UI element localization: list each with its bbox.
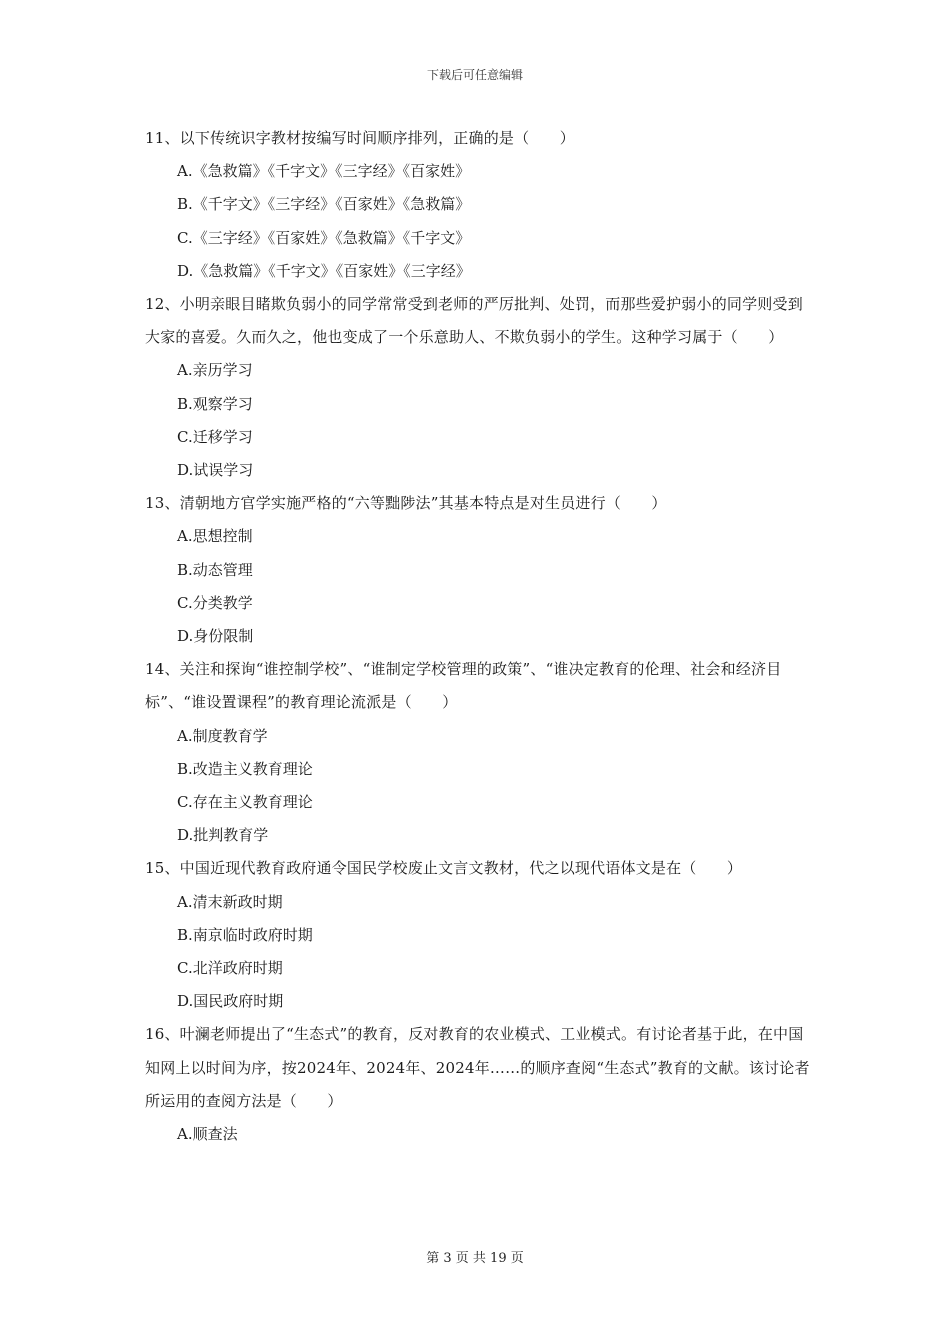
option-a: A.思想控制	[177, 527, 253, 546]
option-a: A.《急救篇》《千字文》《三字经》《百家姓》	[177, 162, 471, 181]
question-list	[145, 122, 810, 1151]
question-stem: 12、小明亲眼目睹欺负弱小的同学常常受到老师的严厉批判、处罚，而那些爱护弱小的同学则受到大家的喜爱。久而久之，他也变成了一个乐意助人、不欺负弱小的学生。这种学习属于（ ）	[145, 295, 803, 347]
option-b: B.南京临时政府时期	[177, 925, 313, 944]
question-stem: 16、叶澜老师提出了“生态式”的教育，反对教育的农业模式、工业模式。有讨论者基于此，在中国知网上以时间为序，按2024年、2024年、2024年……的顺序查阅“生态式”教育的文献。该讨论者所运用的查阅方法是（ ）	[145, 1025, 810, 1110]
question-stem: 14、关注和探询“谁控制学校”、“谁制定学校管理的政策”、“谁决定教育的伦理、社会和经济目标”、“谁设置课程”的教育理论流派是（ ）	[145, 660, 782, 712]
option-b: B.观察学习	[177, 394, 253, 413]
option-d: D.身份限制	[177, 627, 254, 646]
option-b: B.《千字文》《三字经》《百家姓》《急救篇》	[177, 195, 471, 214]
option-c: C.《三字经》《百家姓》《急救篇》《千字文》	[177, 228, 471, 247]
question-stem: 11、以下传统识字教材按编写时间顺序排列，正确的是（ ）	[145, 129, 575, 147]
question-16	[145, 1018, 810, 1151]
option-d: D.试误学习	[177, 461, 254, 480]
question-15	[145, 852, 810, 1018]
option-a: A.制度教育学	[177, 726, 268, 745]
question-14	[145, 653, 810, 852]
option-a: A.亲历学习	[177, 361, 253, 380]
option-a: A.顺查法	[177, 1125, 238, 1144]
question-stem: 13、清朝地方官学实施严格的“六等黜陟法”其基本特点是对生员进行（ ）	[145, 494, 667, 513]
option-b: B.改造主义教育理论	[177, 759, 313, 778]
option-d: D.国民政府时期	[177, 992, 284, 1011]
option-c: C.分类教学	[177, 593, 253, 612]
option-c: C.迁移学习	[177, 427, 253, 446]
option-c: C.存在主义教育理论	[177, 793, 313, 812]
option-a: A.清末新政时期	[177, 892, 283, 911]
option-c: C.北洋政府时期	[177, 959, 283, 978]
option-b: B.动态管理	[177, 560, 253, 579]
page-header: 下载后可任意编辑	[426, 68, 523, 82]
question-12	[145, 288, 810, 487]
question-stem: 15、中国近现代教育政府通令国民学校废止文言文教材，代之以现代语体文是在（ ）	[145, 859, 743, 878]
page-number: 第 3 页 共 19 页	[426, 1251, 524, 1266]
option-d: D.批判教育学	[177, 826, 269, 845]
question-13	[145, 487, 810, 653]
option-d: D.《急救篇》《千字文》《百家姓》《三字经》	[177, 261, 471, 280]
question-11	[145, 122, 810, 288]
